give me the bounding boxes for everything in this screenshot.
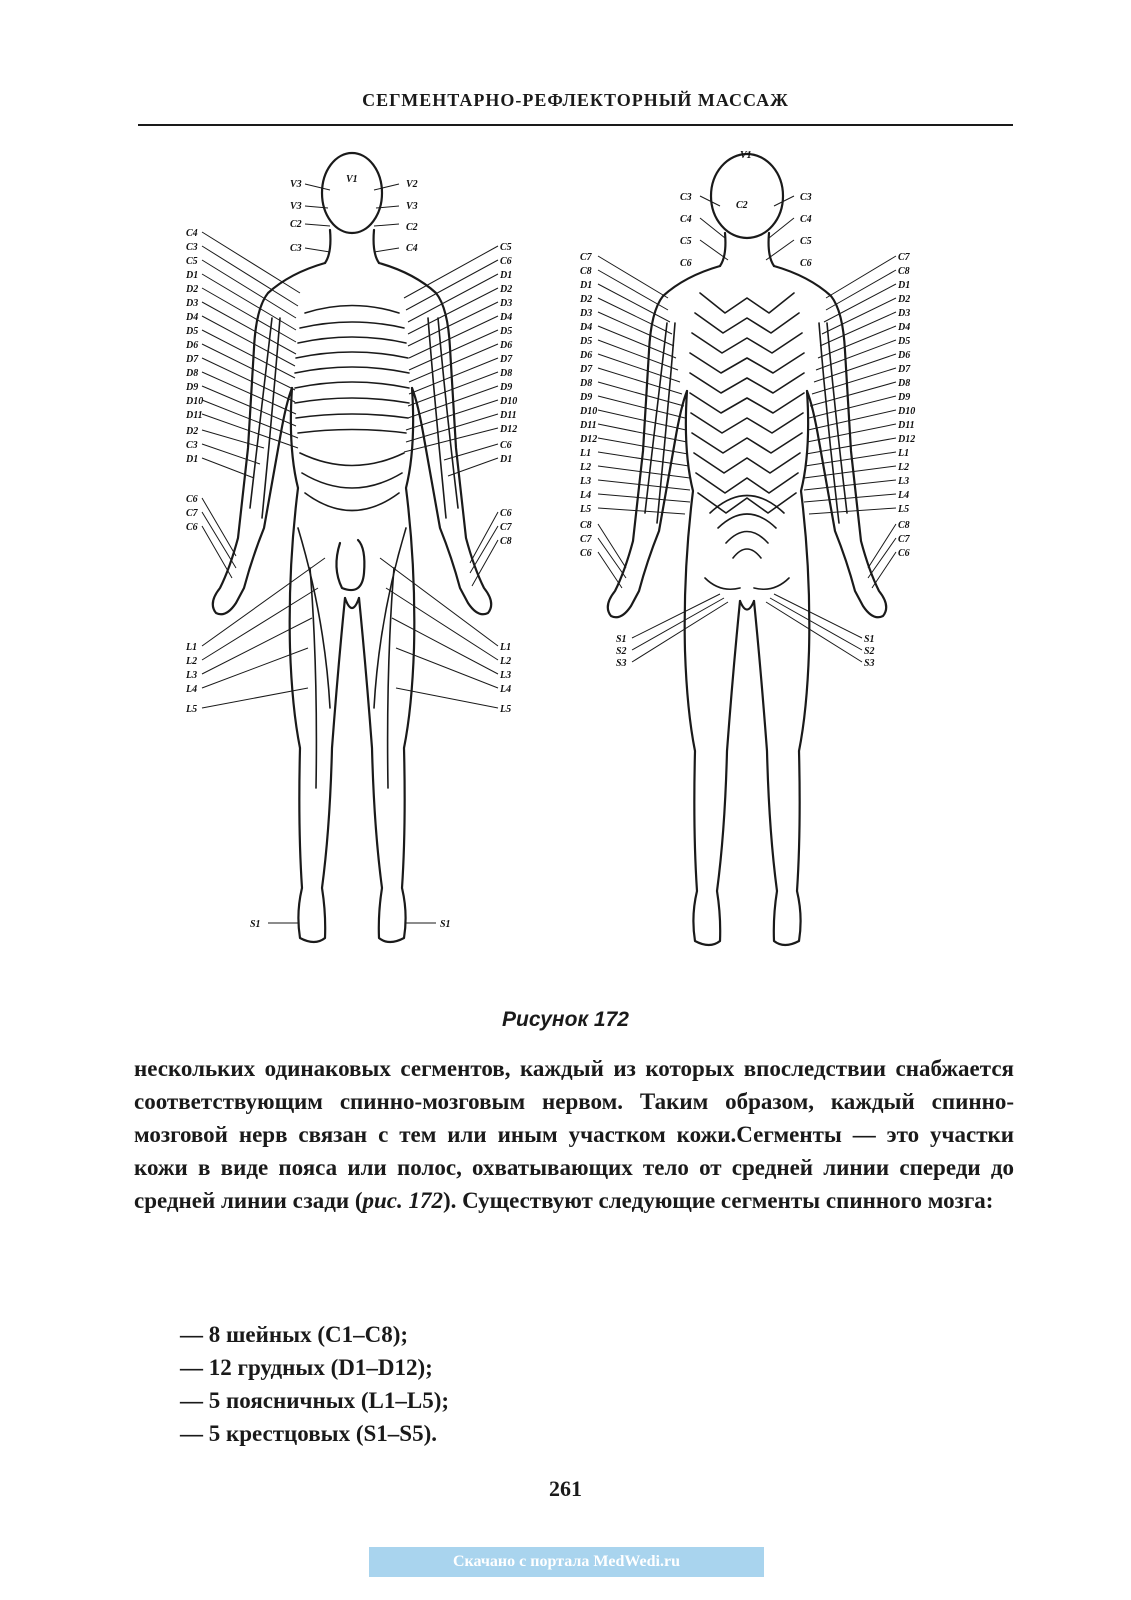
svg-text:D1: D1 [500,270,513,281]
svg-text:D3: D3 [580,308,593,319]
svg-text:L1: L1 [898,448,910,459]
svg-text:D1: D1 [186,270,199,281]
svg-text:D10: D10 [186,396,204,407]
svg-text:C5: C5 [500,242,512,253]
svg-text:C4: C4 [680,214,692,225]
front-right-labels [440,242,517,930]
segment-list [180,1318,449,1450]
svg-text:C6: C6 [500,256,512,267]
svg-text:C7: C7 [580,534,592,545]
svg-text:C5: C5 [680,236,692,247]
svg-text:L4: L4 [500,684,512,695]
list-item: — 5 поясничных (L1–L5); [180,1388,450,1413]
svg-text:L5: L5 [186,704,198,715]
svg-text:D12: D12 [500,424,518,435]
svg-text:C6: C6 [898,548,910,559]
svg-text:L3: L3 [898,476,910,487]
svg-text:D1: D1 [898,280,911,291]
svg-text:D8: D8 [186,368,199,379]
front-body-outline [213,153,491,942]
svg-text:C8: C8 [500,536,512,547]
svg-text:S1: S1 [864,634,875,645]
figure-caption: Рисунок 172 [502,1008,629,1031]
svg-text:D9: D9 [500,382,513,393]
svg-text:C2: C2 [406,222,418,233]
svg-text:C7: C7 [186,508,198,519]
list-item: — 8 шейных (C1–C8); [180,1322,409,1347]
svg-text:L3: L3 [580,476,592,487]
svg-text:L5: L5 [500,704,512,715]
svg-text:C7: C7 [898,252,910,263]
svg-text:C6: C6 [800,258,812,269]
svg-text:C8: C8 [898,266,910,277]
svg-text:D7: D7 [580,364,593,375]
svg-text:S2: S2 [864,646,875,657]
svg-text:D4: D4 [186,312,199,323]
svg-text:C6: C6 [580,548,592,559]
svg-text:V3: V3 [290,201,302,212]
svg-text:D5: D5 [500,326,513,337]
svg-text:C3: C3 [186,440,198,451]
svg-text:C6: C6 [500,508,512,519]
svg-text:D12: D12 [898,434,916,445]
svg-text:C8: C8 [580,520,592,531]
svg-text:D7: D7 [898,364,911,375]
svg-text:D6: D6 [898,350,911,361]
svg-text:D4: D4 [898,322,911,333]
svg-text:C4: C4 [406,243,418,254]
svg-text:D2: D2 [898,294,911,305]
front-head-labels [290,174,418,254]
svg-text:S1: S1 [250,919,261,930]
front-right-leaders [380,246,498,923]
svg-text:C3: C3 [186,242,198,253]
svg-text:L2: L2 [580,462,592,473]
svg-text:V3: V3 [406,201,418,212]
svg-text:C3: C3 [800,192,812,203]
svg-text:D11: D11 [898,420,915,431]
svg-text:C2: C2 [290,219,302,230]
svg-text:D3: D3 [500,298,513,309]
svg-text:D8: D8 [500,368,513,379]
svg-text:S1: S1 [616,634,627,645]
svg-text:C4: C4 [800,214,812,225]
svg-text:L1: L1 [500,642,512,653]
svg-text:C4: C4 [186,228,198,239]
figure-reference: рис. 172 [362,1188,443,1213]
dermatome-figure [180,148,960,998]
svg-text:D11: D11 [186,410,203,421]
svg-text:D11: D11 [580,420,597,431]
svg-text:D11: D11 [500,410,517,421]
svg-text:D4: D4 [580,322,593,333]
list-item: — 12 грудных (D1–D12); [180,1355,433,1380]
svg-text:V2: V2 [406,179,418,190]
svg-text:D9: D9 [186,382,199,393]
svg-text:D10: D10 [898,406,916,417]
svg-text:D2: D2 [186,426,199,437]
back-leaders [598,196,896,662]
svg-text:L4: L4 [580,490,592,501]
svg-text:L5: L5 [580,504,592,515]
body-paragraph [134,1052,1014,1217]
svg-text:C6: C6 [680,258,692,269]
svg-text:D1: D1 [186,454,199,465]
svg-text:D5: D5 [898,336,911,347]
svg-text:V3: V3 [290,179,302,190]
svg-text:C8: C8 [580,266,592,277]
list-item: — 5 крестцовых (S1–S5). [180,1421,437,1446]
svg-text:D5: D5 [186,326,199,337]
svg-text:C3: C3 [680,192,692,203]
svg-text:D10: D10 [500,396,518,407]
svg-text:D6: D6 [580,350,593,361]
watermark-banner[interactable]: Скачано с портала MedWedi.ru [369,1547,764,1577]
svg-text:S3: S3 [616,658,627,669]
svg-text:D5: D5 [580,336,593,347]
svg-text:D8: D8 [580,378,593,389]
paragraph-text-before: нескольких одинаковых сегментов, каждый из которых впоследствии снабжается соответствующим спинно-мозговым нервом. Таким образом, каждый спинно-мозговой нерв связан с тем или иным участком кожи.Сегменты — это участки кожи в виде пояса или полос, охватывающих тело от средней линии спереди до средней линии сзади ( [134,1056,1014,1213]
svg-text:D1: D1 [580,280,593,291]
dermatome-illustration [180,148,960,998]
svg-text:D2: D2 [186,284,199,295]
svg-text:C3: C3 [290,243,302,254]
svg-text:C5: C5 [186,256,198,267]
svg-text:L3: L3 [186,670,198,681]
svg-text:D8: D8 [898,378,911,389]
svg-text:D2: D2 [500,284,513,295]
svg-text:S2: S2 [616,646,627,657]
svg-text:L3: L3 [500,670,512,681]
svg-text:C6: C6 [186,494,198,505]
svg-text:L1: L1 [580,448,592,459]
svg-text:D12: D12 [580,434,598,445]
svg-text:C7: C7 [500,522,512,533]
back-head-labels [680,150,812,269]
svg-text:C7: C7 [898,534,910,545]
svg-text:L2: L2 [898,462,910,473]
svg-text:D6: D6 [186,340,199,351]
header-rule [138,124,1013,126]
front-left-labels [185,228,261,930]
svg-text:V1: V1 [740,150,752,161]
svg-text:D6: D6 [500,340,513,351]
svg-text:S3: S3 [864,658,875,669]
svg-text:D7: D7 [186,354,199,365]
svg-text:C5: C5 [800,236,812,247]
svg-text:D9: D9 [898,392,911,403]
svg-text:D7: D7 [500,354,513,365]
svg-text:D4: D4 [500,312,513,323]
front-dermatome-bands [250,306,458,789]
svg-text:L5: L5 [898,504,910,515]
svg-text:C8: C8 [898,520,910,531]
svg-text:D10: D10 [580,406,598,417]
svg-text:L4: L4 [186,684,198,695]
svg-text:L4: L4 [898,490,910,501]
svg-text:D2: D2 [580,294,593,305]
front-head-leaders [305,184,399,252]
svg-text:C2: C2 [736,200,748,211]
svg-text:L1: L1 [186,642,198,653]
svg-text:L2: L2 [186,656,198,667]
svg-text:D9: D9 [580,392,593,403]
front-left-leaders [202,232,325,923]
svg-text:C6: C6 [500,440,512,451]
svg-text:D1: D1 [500,454,513,465]
running-head: СЕГМЕНТАРНО-РЕФЛЕКТОРНЫЙ МАССАЖ [362,90,789,110]
svg-text:V1: V1 [346,174,358,185]
svg-text:C7: C7 [580,252,592,263]
svg-text:C6: C6 [186,522,198,533]
svg-text:D3: D3 [186,298,199,309]
svg-text:L2: L2 [500,656,512,667]
paragraph-text-after: ). Существуют следующие сегменты спинного мозга: [442,1188,994,1213]
svg-text:D3: D3 [898,308,911,319]
svg-text:S1: S1 [440,919,451,930]
page-number: 261 [549,1476,582,1501]
